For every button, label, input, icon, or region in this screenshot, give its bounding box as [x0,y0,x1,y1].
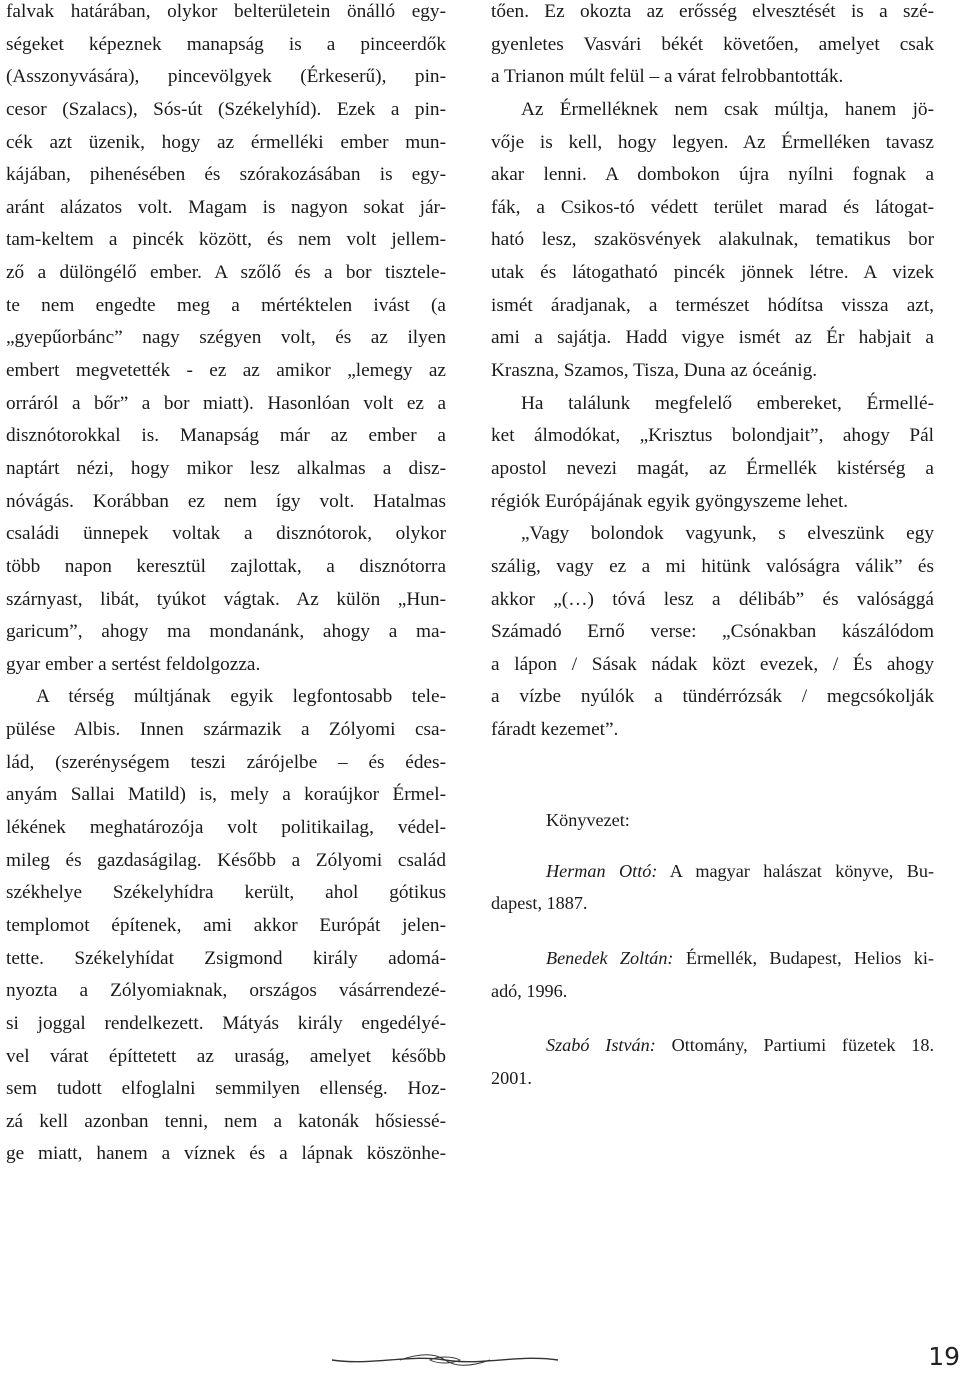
text-line: nyozta a Zólyomiaknak, országos vásárrendezé- [6,980,446,1002]
reference-title: Ottomány, Partiumi füzetek 18. [655,1035,934,1056]
text-line: aránt alázatos volt. Magam is nagyon sokat jár- [6,196,446,218]
reference-continuation: dapest, 1887. [491,893,588,914]
text-line: pülése Albis. Innen származik a Zólyomi csa- [6,719,446,741]
text-line: ami a sajátja. Hadd vigye ismét az Ér habjait a [491,327,934,349]
text-line: apostol nevezi magát, az Érmellék kistérség a [491,457,934,479]
text-line: vője is kell, hogy legyen. Az Érmelléken tavasz [491,131,934,153]
text-line: cesor (Szalacs), Sós-út (Székelyhíd). Ezek a pin- [6,98,446,120]
text-line: a vízbe nyúlók a tündérrózsák / megcsókolják [491,686,934,708]
references-section [491,804,934,1094]
reference-title: A magyar halászat könyve, Bu- [657,860,934,881]
text-line: tam-keltem a pincék között, és nem volt jellem- [6,229,446,251]
text-line: falvak határában, olykor belterületein önálló egy- [6,1,446,22]
text-line: vel várat építtetett az uraság, amelyet később [6,1045,446,1067]
text-line: ható lesz, szakösvények alakulnak, tematikus bor [491,229,934,251]
text-line: A térség múltjának egyik legfontosabb tele- [36,686,446,708]
reference-author: Benedek Zoltán: [546,947,674,968]
text-line: si joggal rendelkezett. Mátyás király engedélyé- [6,1012,446,1034]
text-line: naptárt nézi, hogy mikor lesz alkalmas a disz- [6,457,446,479]
text-line: gyenletes Vasvári békét követően, amelyet csak [491,33,934,55]
text-line: régiók Európájának egyik gyöngyszeme lehet. [491,490,849,512]
text-line: cék azt üzenik, hogy az érmelléki ember mun- [6,131,446,153]
text-line: templomot építenek, ami akkor Európát jelen- [6,914,446,936]
text-line: disznótorokkal is. Manapság már az ember a [6,425,446,447]
left-column [6,0,446,1171]
text-line: „Vagy bolondok vagyunk, s elveszünk egy [521,523,934,545]
text-line: szárnyast, libát, tyúkot vágtak. Az külön „Hun- [6,588,446,610]
text-line: garicum”, ahogy ma mondanánk, ahogy a ma- [6,621,446,643]
text-line: (Asszonyvására), pincevölgyek (Érkeserű), pin- [6,66,446,88]
reference-author: Herman Ottó: [546,860,658,881]
references-heading: Könyvezet: [546,810,630,830]
footer-ornament [330,1350,560,1370]
text-line: nóvágás. Korábban ez nem így volt. Hatalmas [6,490,446,512]
text-line: sem tudott elfoglalni semmilyen ellenség. Hoz- [6,1078,446,1100]
text-line: ismét áradjanak, a természet hódítsa vissza azt, [491,294,934,316]
text-line: embert megvetették - ez az amikor „lemegy az [6,360,446,382]
reference-item [491,855,934,888]
text-line: ségeket képeznek manapság is a pinceerdők [6,33,446,55]
text-line: gyar ember a sertést feldolgozza. [6,653,261,675]
reference-item [491,1029,934,1062]
text-line: akar lenni. A dombokon újra nyílni fognak a [491,164,934,186]
text-line: lékének meghatározója volt politikailag, védel- [6,817,446,839]
text-line: kájában, pihenésében és szórakozásában is egy- [6,164,446,186]
text-line: tően. Ez okozta az erősség elvesztését is a szé- [491,1,934,22]
reference-continuation: 2001. [491,1067,532,1088]
text-line: akkor „(…) tóvá lesz a délibáb” és valósággá [491,588,934,610]
text-line: Ha találunk megfelelő embereket, Érmellé- [521,392,934,414]
text-line: anyám Sallai Matild) is, mely a koraújkor Érmel- [6,784,446,806]
text-line: „gyepűorbánc” nagy szégyen volt, és az ilyen [6,327,446,349]
right-column-text [491,0,934,747]
page-footer [0,1340,960,1373]
text-line: fáradt kezemet”. [491,719,619,741]
text-line: lád, (szerénységem teszi zárójelbe – és édes- [6,751,446,773]
text-line: családi ünnepek voltak a disznótorok, olykor [6,523,446,545]
right-column [491,0,934,1088]
text-line: tette. Székelyhídat Zsigmond király adomá- [6,947,446,969]
text-line: ző a dülöngélő ember. A szőlő és a bor tisztele- [6,262,446,284]
reference-title: Érmellék, Budapest, Helios ki- [673,947,934,968]
text-line: több napon keresztül zajlottak, a disznótorra [6,555,446,577]
text-line: Az Érmelléknek nem csak múltja, hanem jö- [521,98,934,120]
text-line: ge miatt, hanem a víznek és a lápnak köszönhe- [6,1143,446,1165]
text-line: utak és látogatható pincék jönnek létre. A vizek [491,262,934,284]
text-line: Kraszna, Szamos, Tisza, Duna az óceánig. [491,360,818,382]
reference-author: Szabó István: [546,1035,656,1056]
text-line: ket álmodókat, „Krisztus bolondjait”, ahogy Pál [491,425,934,447]
text-line: szálig, vagy ez a mi hitünk valóságra válik” és [491,555,934,577]
text-line: a lápon / Sásak nádak közt evezek, / És ahogy [491,653,934,675]
text-line: orráról a bőr” a bor miatt). Hasonlóan volt ez a [6,392,446,414]
text-line: a Trianon múlt felül – a várat felrobbantották. [491,66,844,88]
text-line: Számadó Ernő verse: „Csónakban kászálódom [491,621,934,643]
reference-item [491,942,934,975]
text-line: fák, a Csikos-tó védett terület marad és látogat- [491,196,934,218]
text-line: mileg és gazdaságilag. Később a Zólyomi család [6,849,446,871]
reference-continuation: adó, 1996. [491,980,568,1001]
text-line: zá kell azonban tenni, nem a katonák hősiessé- [6,1110,446,1132]
text-line: székhelye Székelyhídra került, ahol gótikus [6,882,446,904]
text-line: te nem engedte meg a mértéktelen ivást (a [6,294,446,316]
page-number: 19 [928,1342,960,1371]
